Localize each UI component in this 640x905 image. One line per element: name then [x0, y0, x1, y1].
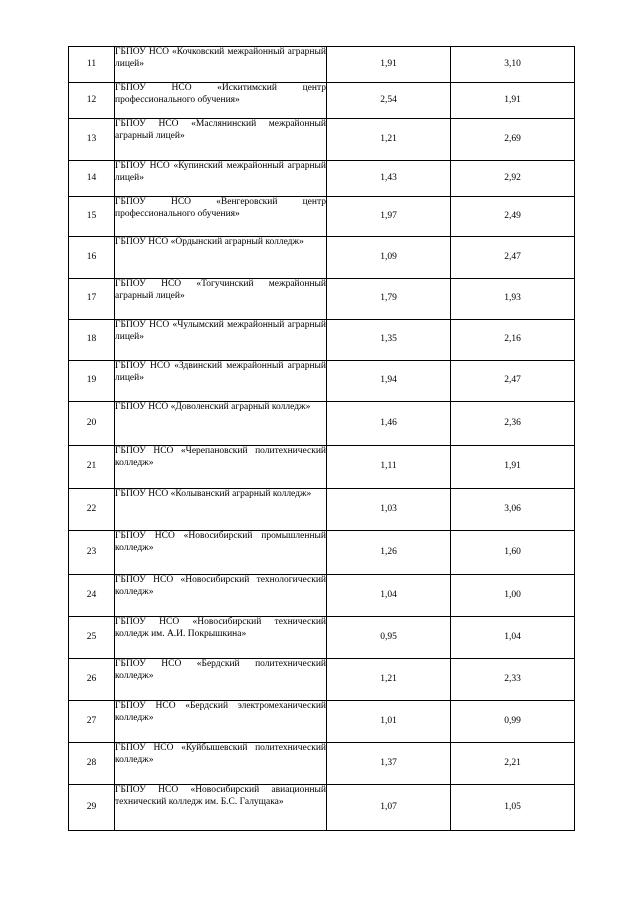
row-number: 24	[69, 575, 115, 617]
institution-name: ГБПОУ НСО «Черепановский политехнический колледж»	[115, 446, 327, 489]
value-1: 1,11	[327, 446, 451, 489]
row-number: 16	[69, 237, 115, 279]
table-row	[69, 575, 575, 617]
value-1: 1,26	[327, 531, 451, 575]
value-2: 0,99	[451, 701, 575, 743]
row-number: 29	[69, 785, 115, 831]
row-number: 26	[69, 659, 115, 701]
row-number: 18	[69, 320, 115, 361]
table-row	[69, 320, 575, 361]
value-1: 1,43	[327, 161, 451, 197]
value-1: 1,04	[327, 575, 451, 617]
row-number: 21	[69, 446, 115, 489]
institution-name: ГБПОУ НСО «Маслянинский межрайонный аграрный лицей»	[115, 119, 327, 161]
table-row	[69, 402, 575, 446]
value-1: 1,97	[327, 197, 451, 237]
value-2: 1,60	[451, 531, 575, 575]
value-1: 2,54	[327, 83, 451, 119]
value-2: 2,16	[451, 320, 575, 361]
value-2: 2,92	[451, 161, 575, 197]
row-number: 12	[69, 83, 115, 119]
value-1: 1,79	[327, 279, 451, 320]
value-1: 1,37	[327, 743, 451, 785]
row-number: 23	[69, 531, 115, 575]
value-2: 2,36	[451, 402, 575, 446]
table-row	[69, 659, 575, 701]
value-1: 1,91	[327, 47, 451, 83]
institution-name: ГБПОУ НСО «Бердский электромеханический колледж»	[115, 701, 327, 743]
institution-name: ГБПОУ НСО «Новосибирский технический колледж им. А.И. Покрышкина»	[115, 617, 327, 659]
value-1: 1,07	[327, 785, 451, 831]
value-1: 1,35	[327, 320, 451, 361]
table-row	[69, 489, 575, 531]
value-2: 3,06	[451, 489, 575, 531]
value-2: 1,93	[451, 279, 575, 320]
table-row	[69, 785, 575, 831]
value-2: 1,91	[451, 446, 575, 489]
value-1: 1,03	[327, 489, 451, 531]
value-2: 1,91	[451, 83, 575, 119]
value-1: 1,46	[327, 402, 451, 446]
institution-name: ГБПОУ НСО «Купинский межрайонный аграрный лицей»	[115, 161, 327, 197]
table-row	[69, 237, 575, 279]
institution-name: ГБПОУ НСО «Доволенский аграрный колледж»	[115, 402, 327, 446]
row-number: 11	[69, 47, 115, 83]
value-2: 2,33	[451, 659, 575, 701]
institution-name: ГБПОУ НСО «Колыванский аграрный колледж»	[115, 489, 327, 531]
value-2: 2,21	[451, 743, 575, 785]
institution-name: ГБПОУ НСО «Тогучинский межрайонный аграрный лицей»	[115, 279, 327, 320]
value-1: 0,95	[327, 617, 451, 659]
institution-name: ГБПОУ НСО «Искитимский центр профессионального обучения»	[115, 83, 327, 119]
row-number: 15	[69, 197, 115, 237]
table-row	[69, 446, 575, 489]
row-number: 17	[69, 279, 115, 320]
table-row	[69, 83, 575, 119]
institution-name: ГБПОУ НСО «Бердский политехнический колледж»	[115, 659, 327, 701]
value-1: 1,21	[327, 119, 451, 161]
results-table	[68, 46, 575, 831]
institution-name: ГБПОУ НСО «Кочковский межрайонный аграрный лицей»	[115, 47, 327, 83]
institution-name: ГБПОУ НСО «Куйбышевский политехнический колледж»	[115, 743, 327, 785]
value-2: 1,04	[451, 617, 575, 659]
value-2: 1,05	[451, 785, 575, 831]
value-1: 1,01	[327, 701, 451, 743]
table-row	[69, 743, 575, 785]
institution-name: ГБПОУ НСО «Новосибирский авиационный технический колледж им. Б.С. Галущака»	[115, 785, 327, 831]
row-number: 19	[69, 361, 115, 402]
table-row	[69, 197, 575, 237]
row-number: 14	[69, 161, 115, 197]
table-row	[69, 119, 575, 161]
table-row	[69, 161, 575, 197]
institution-name: ГБПОУ НСО «Здвинский межрайонный аграрный лицей»	[115, 361, 327, 402]
value-2: 2,47	[451, 237, 575, 279]
institution-name: ГБПОУ НСО «Чулымский межрайонный аграрный лицей»	[115, 320, 327, 361]
institution-name: ГБПОУ НСО «Новосибирский промышленный колледж»	[115, 531, 327, 575]
table-row	[69, 361, 575, 402]
value-2: 2,49	[451, 197, 575, 237]
value-2: 2,69	[451, 119, 575, 161]
row-number: 20	[69, 402, 115, 446]
row-number: 28	[69, 743, 115, 785]
institution-name: ГБПОУ НСО «Новосибирский технологический колледж»	[115, 575, 327, 617]
institution-name: ГБПОУ НСО «Ордынский аграрный колледж»	[115, 237, 327, 279]
value-2: 3,10	[451, 47, 575, 83]
table-row	[69, 47, 575, 83]
value-1: 1,94	[327, 361, 451, 402]
value-1: 1,21	[327, 659, 451, 701]
table-body	[69, 47, 575, 831]
row-number: 22	[69, 489, 115, 531]
row-number: 13	[69, 119, 115, 161]
table-row	[69, 701, 575, 743]
value-2: 1,00	[451, 575, 575, 617]
value-2: 2,47	[451, 361, 575, 402]
table-row	[69, 531, 575, 575]
row-number: 25	[69, 617, 115, 659]
institution-name: ГБПОУ НСО «Венгеровский центр профессионального обучения»	[115, 197, 327, 237]
row-number: 27	[69, 701, 115, 743]
value-1: 1,09	[327, 237, 451, 279]
table-row	[69, 279, 575, 320]
table-row	[69, 617, 575, 659]
